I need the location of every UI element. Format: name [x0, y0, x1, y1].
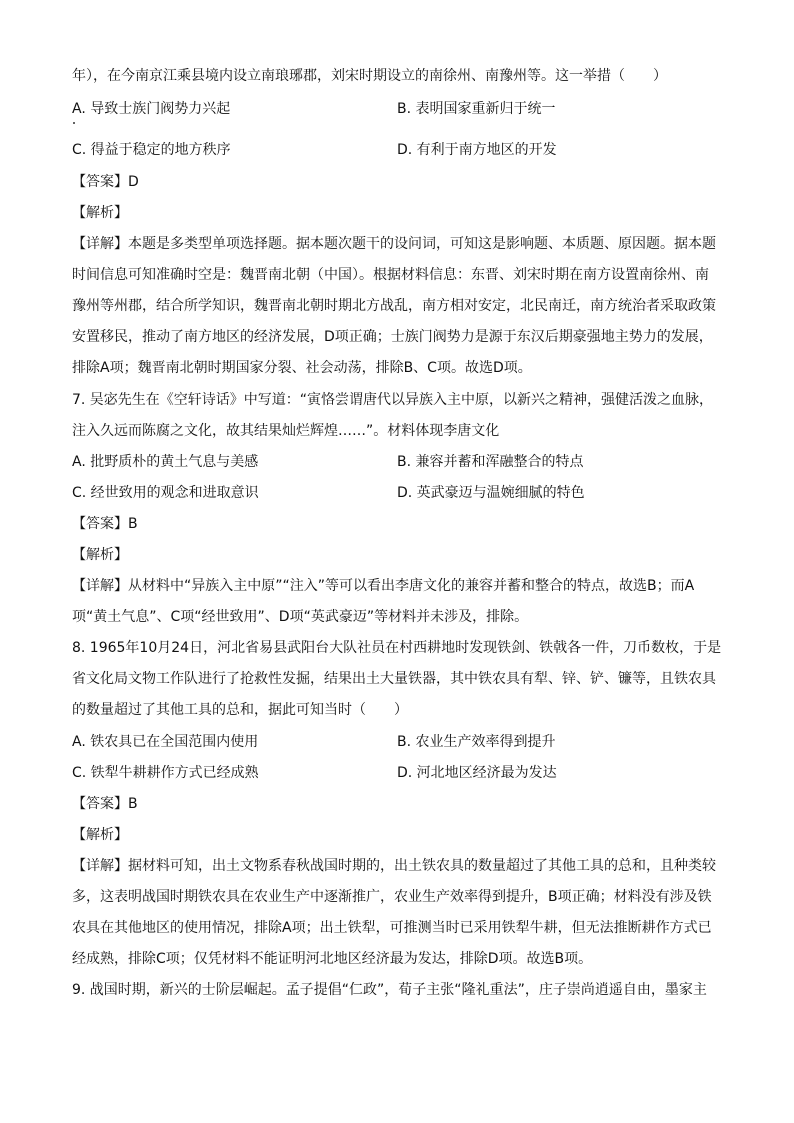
q8-detail-line-4: 经成熟，排除C项；仅凭材料不能证明河北地区经济最为发达，排除D项。故选B项。: [72, 951, 593, 967]
q6-detail-line-1: 【详解】本题是多类型单项选择题。据本题次题干的设问词，可知这是影响题、本质题、原因题。据本题: [72, 236, 716, 252]
q7-stem-line-2: 注入久远而陈腐之文化，故其结果灿烂辉煌……”。材料体现李唐文化: [72, 423, 500, 439]
q6-detail-line-2: 时间信息可知准确时空是：魏晋南北朝（中国）。根据材料信息：东晋、刘宋时期在南方设置南徐州、南: [72, 267, 709, 283]
stray-dot-mark: [73, 122, 75, 124]
q8-answer: 【答案】B: [72, 796, 138, 812]
q8-detail-line-3: 农具在其他地区的使用情况，排除A项；出土铁犁，可推测当时已采用铁犁牛耕，但无法推断耕作方式已: [72, 920, 712, 936]
q7-option-c: C. 经世致用的观念和进取意识: [72, 485, 259, 501]
q7-option-b: B. 兼容并蓄和浑融整合的特点: [397, 454, 584, 470]
q8-option-a: A. 铁农具已在全国范围内使用: [72, 734, 259, 750]
q8-option-b: B. 农业生产效率得到提升: [397, 734, 556, 750]
q6-option-a: A. 导致士族门阀势力兴起: [72, 101, 231, 117]
q7-answer: 【答案】B: [72, 516, 138, 532]
q8-analysis-heading: 【解析】: [72, 827, 128, 843]
q6-option-c: C. 得益于稳定的地方秩序: [72, 142, 231, 158]
q7-stem-line-1: 7. 吴宓先生在《空轩诗话》中写道：“寅恪尝谓唐代以异族入主中原，以新兴之精神，强健活泼之血脉，: [72, 392, 714, 408]
q8-option-d: D. 河北地区经济最为发达: [397, 765, 557, 781]
q8-stem-line-2: 省文化局文物工作队进行了抢救性发掘，结果出土大量铁器，其中铁农具有犁、锌、铲、镰等，且铁农具: [72, 671, 716, 687]
q7-option-a: A. 批野质朴的黄土气息与美感: [72, 454, 259, 470]
q7-analysis-heading: 【解析】: [72, 547, 128, 563]
q6-answer: 【答案】D: [72, 174, 139, 190]
q6-detail-line-4: 安置移民，推动了南方地区的经济发展，D项正确；士族门阀势力是源于东汉后期豪强地主势力的发展，: [72, 329, 713, 345]
q8-detail-line-1: 【详解】据材料可知，出土文物系春秋战国时期的，出土铁农具的数量超过了其他工具的总和，且种类较: [72, 858, 716, 874]
q6-analysis-heading: 【解析】: [72, 205, 128, 221]
q6-stem-tail: 年），在今南京江乘县境内设立南琅琊郡，刘宋时期设立的南徐州、南豫州等。这一举措（ ）: [72, 68, 667, 84]
q7-detail-line-2: 项“黄土气息”、C项“经世致用”、D项“英武豪迈”等材料并未涉及，排除。: [72, 609, 529, 625]
q8-detail-line-2: 多，这表明战国时期铁农具在农业生产中逐渐推广，农业生产效率得到提升，B项正确；材料没有涉及铁: [72, 889, 712, 905]
q6-option-d: D. 有利于南方地区的开发: [397, 142, 557, 158]
q6-detail-line-3: 豫州等州郡，结合所学知识，魏晋南北朝时期北方战乱，南方相对安定，北民南迁，南方统治者采取政策: [72, 298, 716, 314]
q6-option-b: B. 表明国家重新归于统一: [397, 101, 556, 117]
q8-stem-line-3: 的数量超过了其他工具的总和，据此可知当时（ ）: [72, 702, 408, 718]
q8-option-c: C. 铁犁牛耕耕作方式已经成熟: [72, 765, 259, 781]
q7-detail-line-1: 【详解】从材料中“异族入主中原”“注入”等可以看出李唐文化的兼容并蓄和整合的特点，故选B；而A: [72, 578, 695, 594]
q6-detail-line-5: 排除A项；魏晋南北朝时期国家分裂、社会动荡，排除B、C项。故选D项。: [72, 360, 532, 376]
q7-option-d: D. 英武豪迈与温婉细腻的特色: [397, 485, 585, 501]
q8-stem-line-1: 8. 1965年10月24日，河北省易县武阳台大队社员在村西耕地时发现铁剑、铁戟各一件，刀币数枚，于是: [72, 640, 722, 656]
q9-stem-line-1: 9. 战国时期，新兴的士阶层崛起。孟子提倡“仁政”，荀子主张“隆礼重法”，庄子崇尚逍遥自由，墨家主: [72, 982, 707, 998]
